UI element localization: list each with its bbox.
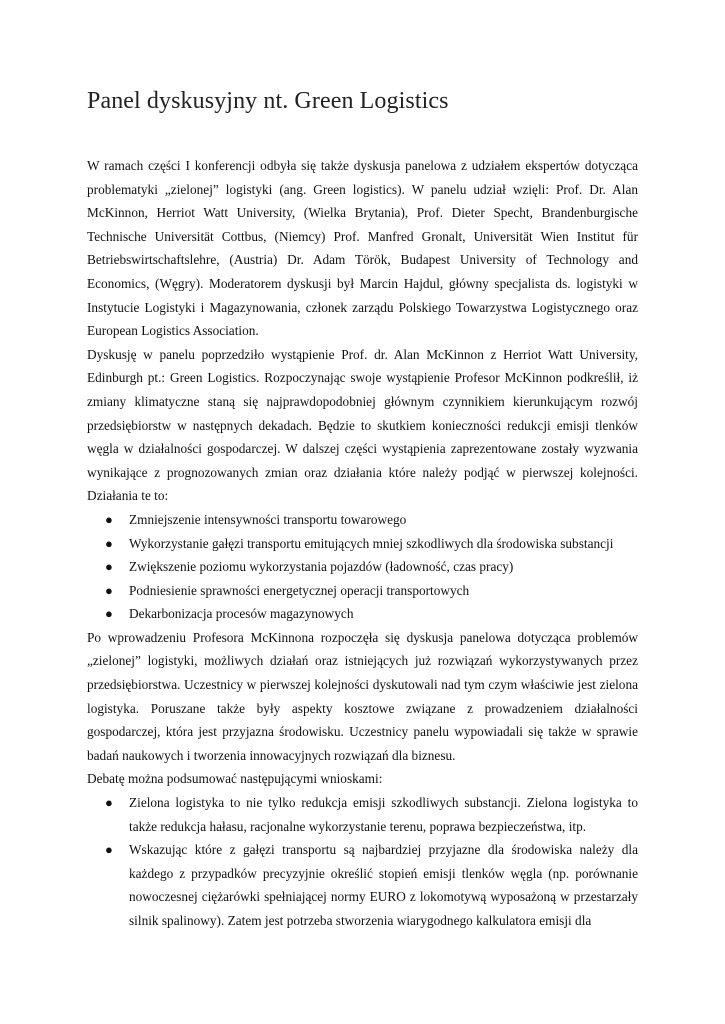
bullet-icon: ●	[105, 511, 113, 527]
list-item-text: Podniesienie sprawności energetycznej operacji transportowych	[129, 582, 470, 598]
intro-paragraph: W ramach części I konferencji odbyła się także dyskusja panelowa z udziałem ekspertów dotycząca problematyki „zielonej” logistyki (ang. Green logistics). W panelu udział wzięli: Prof. Dr. Alan McKinnon, Herriot Watt University, (Wielka Brytania), Prof. Dieter Specht, Brandenburgische Technische Universität Cottbus, (Niemcy) Prof. Manfred Gronalt, Universität Wien Institut für Betriebswirtschaftslehre, (Austria) Dr. Adam Török, Budapest University of Technology and Economics, (Węgry). Moderatorem dyskusji był Marcin Hajdul, główny specjalista ds. logistyki w Instytucie Logistyki i Magazynowania, członek zarządu Polskiego Towarzystwa Logistycznego oraz European Logistics Association.	[87, 158, 638, 339]
bullet-icon: ●	[105, 559, 113, 575]
list-item-text: Zmniejszenie intensywności transportu towarowego	[129, 511, 407, 527]
list-item	[87, 532, 638, 556]
bullet-icon: ●	[105, 582, 113, 598]
actions-list	[87, 508, 638, 626]
list-item	[87, 791, 638, 838]
list-item-text: Zwiększenie poziomu wykorzystania pojazdów (ładowność, czas pracy)	[129, 559, 514, 575]
conclusions-intro: Debatę można podsumować następującymi wnioskami:	[87, 771, 383, 787]
list-item-text: Wskazując które z gałęzi transportu są najbardziej przyjazne dla środowiska należy dla każdego z przypadków precyzyjnie określić stopień emisji tlenków węgla (np. porównanie nowoczesnej ciężarówki spełniającej normy EURO z lokomotywą wyposażoną w przestarzały silnik spalinowy). Zatem jest potrzeba stworzenia wiarygodnego kalkulatora emisji dla	[129, 842, 638, 928]
bullet-icon: ●	[105, 842, 113, 858]
document-body	[87, 154, 638, 933]
list-item	[87, 602, 638, 626]
bullet-icon: ●	[105, 535, 113, 551]
list-item	[87, 838, 638, 932]
list-item	[87, 579, 638, 603]
list-item-text: Wykorzystanie gałęzi transportu emitujących mniej szkodliwych dla środowiska substancji	[129, 535, 614, 551]
list-item-text: Dekarbonizacja procesów magazynowych	[129, 606, 354, 622]
conclusions-list	[87, 791, 638, 933]
list-item-text: Zielona logistyka to nie tylko redukcja emisji szkodliwych substancji. Zielona logistyka to także redukcja hałasu, racjonalne wykorzystanie terenu, poprawa bezpieczeństwa, itp.	[129, 795, 638, 834]
list-item	[87, 555, 638, 579]
list-item	[87, 508, 638, 532]
lecture-paragraph: Dyskusję w panelu poprzedziło wystąpienie Prof. dr. Alan McKinnon z Herriot Watt University, Edinburgh pt.: Green Logistics. Rozpoczynając swoje wystąpienie Profesor McKinnon podkreślił, iż zmiany klimatyczne staną się najprawdopodobniej głównym czynnikiem kierunkującym rozwój przedsiębiorstw w następnych dekadach. Będzie to skutkiem konieczności redukcji emisji tlenków węgla w działalności gospodarczej. W dalszej części wystąpienia zaprezentowane zostały wyzwania wynikające z prognozowanych zmian oraz działania które należy podjąć w pierwszej kolejności. Działania te to:	[87, 346, 638, 504]
discussion-paragraph: Po wprowadzeniu Profesora McKinnona rozpoczęła się dyskusja panelowa dotycząca problemów „zielonej” logistyki, możliwych działań oraz istniejących już rozwiązań wykorzystywanych przez przedsiębiorstwa. Uczestnicy w pierwszej kolejności dyskutowali nad tym czym właściwie jest zielona logistyka. Poruszane także były aspekty kosztowe związane z prowadzeniem działalności gospodarczej, która jest przyjazna środowisku. Uczestnicy panelu wypowiadali się także w sprawie badań naukowych i tworzenia innowacyjnych rozwiązań dla biznesu.	[87, 629, 638, 763]
bullet-icon: ●	[105, 606, 113, 622]
bullet-icon: ●	[105, 795, 113, 811]
page-title: Panel dyskusyjny nt. Green Logistics	[87, 88, 449, 114]
